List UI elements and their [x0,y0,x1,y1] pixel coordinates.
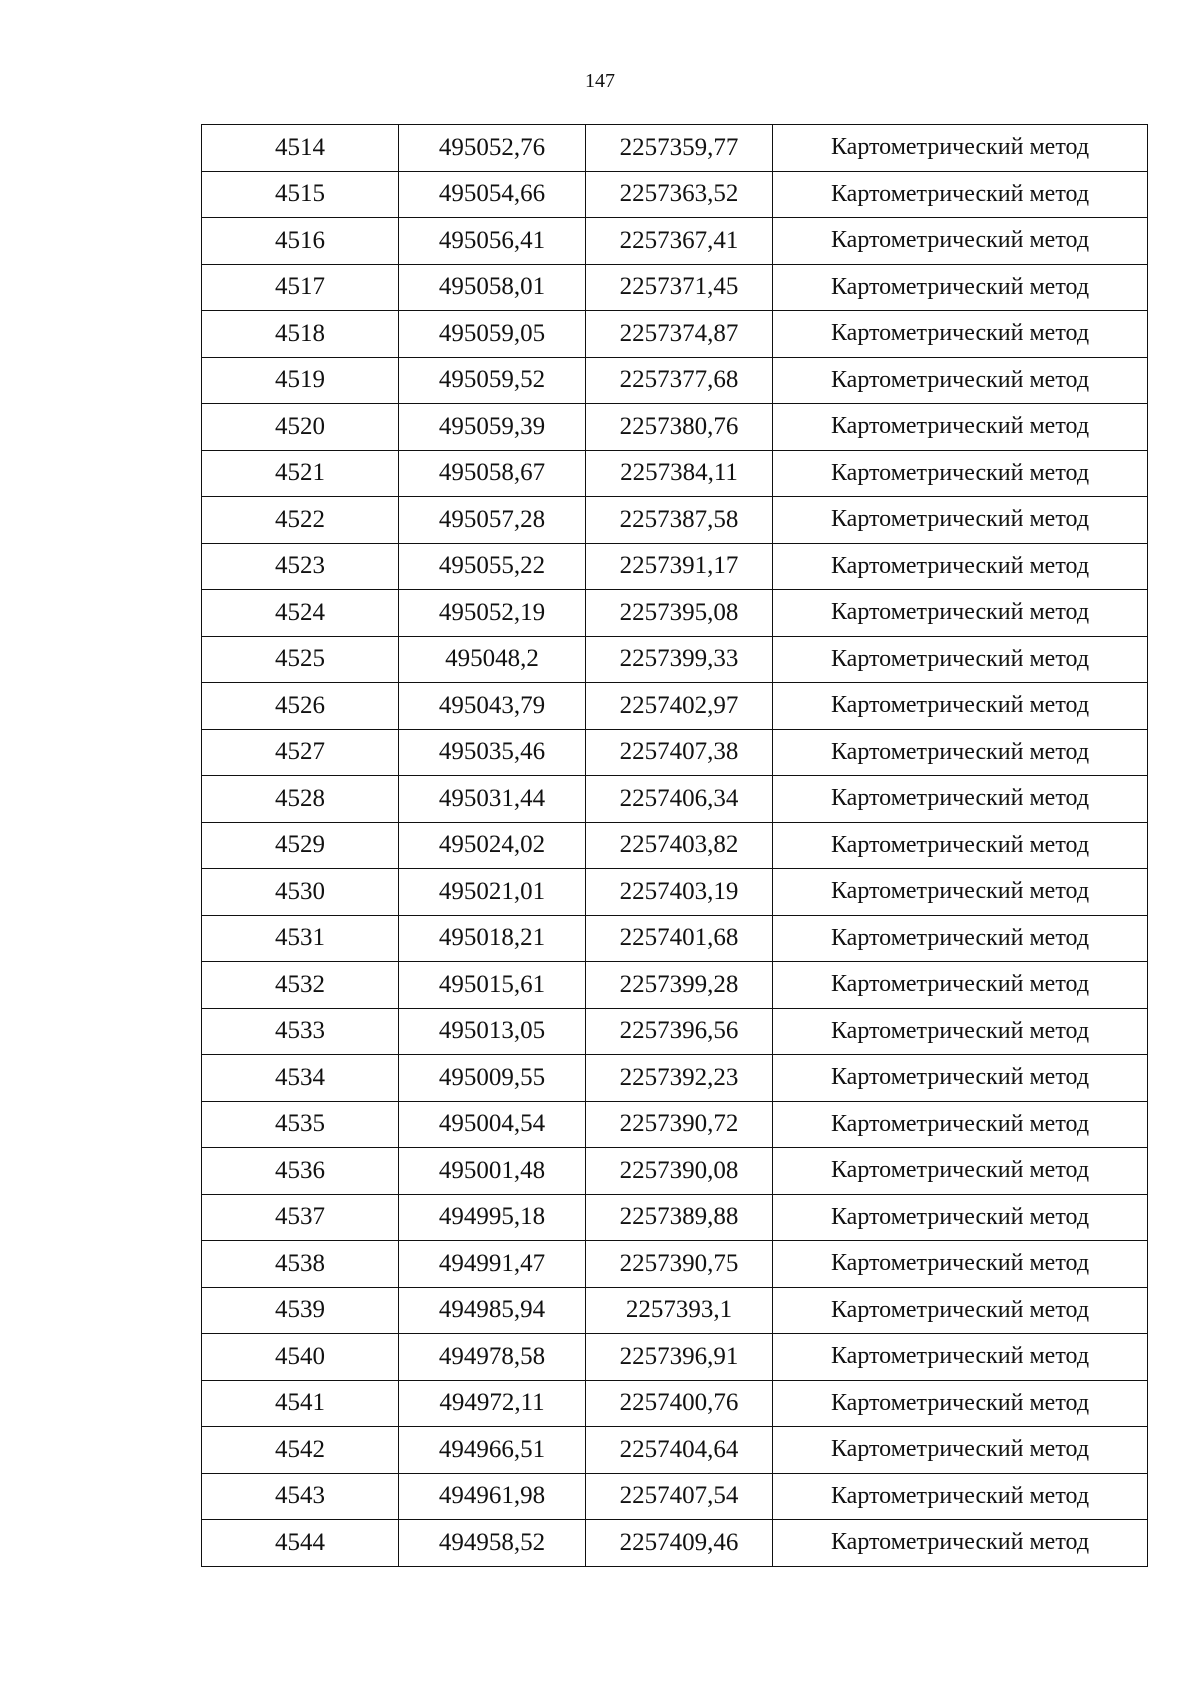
point-number-cell: 4543 [202,1473,399,1520]
method-cell: Картометрический метод [773,311,1148,358]
x-coordinate-cell: 495057,28 [399,497,586,544]
x-coordinate-cell: 495058,01 [399,264,586,311]
method-cell: Картометрический метод [773,404,1148,451]
table-row [202,311,1148,358]
point-number-cell: 4516 [202,218,399,265]
x-coordinate-cell: 494966,51 [399,1427,586,1474]
point-number-cell: 4540 [202,1334,399,1381]
method-cell: Картометрический метод [773,590,1148,637]
table-row [202,218,1148,265]
x-coordinate-cell: 495031,44 [399,776,586,823]
y-coordinate-cell: 2257409,46 [586,1520,773,1567]
y-coordinate-cell: 2257407,38 [586,729,773,776]
point-number-cell: 4517 [202,264,399,311]
table-row [202,171,1148,218]
point-number-cell: 4515 [202,171,399,218]
y-coordinate-cell: 2257399,28 [586,962,773,1009]
point-number-cell: 4532 [202,962,399,1009]
table-row [202,1241,1148,1288]
method-cell: Картометрический метод [773,1287,1148,1334]
method-cell: Картометрический метод [773,1148,1148,1195]
method-cell: Картометрический метод [773,357,1148,404]
table-row [202,1427,1148,1474]
table-row [202,1101,1148,1148]
point-number-cell: 4524 [202,590,399,637]
table-row [202,357,1148,404]
table-row [202,1520,1148,1567]
x-coordinate-cell: 494991,47 [399,1241,586,1288]
table-row [202,776,1148,823]
y-coordinate-cell: 2257374,87 [586,311,773,358]
y-coordinate-cell: 2257393,1 [586,1287,773,1334]
method-cell: Картометрический метод [773,1241,1148,1288]
y-coordinate-cell: 2257371,45 [586,264,773,311]
table-row [202,1148,1148,1195]
x-coordinate-cell: 495058,67 [399,450,586,497]
x-coordinate-cell: 495052,76 [399,125,586,172]
x-coordinate-cell: 495015,61 [399,962,586,1009]
table-row [202,1473,1148,1520]
table-row [202,264,1148,311]
method-cell: Картометрический метод [773,962,1148,1009]
y-coordinate-cell: 2257401,68 [586,915,773,962]
method-cell: Картометрический метод [773,497,1148,544]
method-cell: Картометрический метод [773,1473,1148,1520]
y-coordinate-cell: 2257389,88 [586,1194,773,1241]
point-number-cell: 4520 [202,404,399,451]
x-coordinate-cell: 494995,18 [399,1194,586,1241]
point-number-cell: 4535 [202,1101,399,1148]
method-cell: Картометрический метод [773,729,1148,776]
method-cell: Картометрический метод [773,543,1148,590]
method-cell: Картометрический метод [773,822,1148,869]
point-number-cell: 4542 [202,1427,399,1474]
point-number-cell: 4518 [202,311,399,358]
x-coordinate-cell: 494961,98 [399,1473,586,1520]
x-coordinate-cell: 495001,48 [399,1148,586,1195]
table-row [202,962,1148,1009]
table-row [202,1334,1148,1381]
table-row [202,1008,1148,1055]
point-number-cell: 4528 [202,776,399,823]
x-coordinate-cell: 495035,46 [399,729,586,776]
point-number-cell: 4522 [202,497,399,544]
y-coordinate-cell: 2257396,91 [586,1334,773,1381]
x-coordinate-cell: 495056,41 [399,218,586,265]
method-cell: Картометрический метод [773,1380,1148,1427]
x-coordinate-cell: 494958,52 [399,1520,586,1567]
method-cell: Картометрический метод [773,683,1148,730]
method-cell: Картометрический метод [773,1101,1148,1148]
point-number-cell: 4539 [202,1287,399,1334]
point-number-cell: 4534 [202,1055,399,1102]
point-number-cell: 4525 [202,636,399,683]
method-cell: Картометрический метод [773,636,1148,683]
y-coordinate-cell: 2257377,68 [586,357,773,404]
point-number-cell: 4514 [202,125,399,172]
x-coordinate-cell: 495055,22 [399,543,586,590]
method-cell: Картометрический метод [773,1520,1148,1567]
y-coordinate-cell: 2257363,52 [586,171,773,218]
point-number-cell: 4521 [202,450,399,497]
method-cell: Картометрический метод [773,171,1148,218]
table-row [202,1380,1148,1427]
y-coordinate-cell: 2257396,56 [586,1008,773,1055]
point-number-cell: 4523 [202,543,399,590]
y-coordinate-cell: 2257392,23 [586,1055,773,1102]
y-coordinate-cell: 2257406,34 [586,776,773,823]
method-cell: Картометрический метод [773,125,1148,172]
x-coordinate-cell: 495048,2 [399,636,586,683]
y-coordinate-cell: 2257390,72 [586,1101,773,1148]
method-cell: Картометрический метод [773,218,1148,265]
point-number-cell: 4541 [202,1380,399,1427]
point-number-cell: 4536 [202,1148,399,1195]
table-row [202,1055,1148,1102]
point-number-cell: 4529 [202,822,399,869]
table-row [202,125,1148,172]
x-coordinate-cell: 495059,05 [399,311,586,358]
method-cell: Картометрический метод [773,264,1148,311]
table-row [202,450,1148,497]
point-number-cell: 4530 [202,869,399,916]
y-coordinate-cell: 2257403,19 [586,869,773,916]
y-coordinate-cell: 2257390,08 [586,1148,773,1195]
x-coordinate-cell: 495043,79 [399,683,586,730]
point-number-cell: 4538 [202,1241,399,1288]
method-cell: Картометрический метод [773,869,1148,916]
y-coordinate-cell: 2257403,82 [586,822,773,869]
point-number-cell: 4531 [202,915,399,962]
page-number: 147 [585,70,615,92]
x-coordinate-cell: 495059,52 [399,357,586,404]
point-number-cell: 4519 [202,357,399,404]
x-coordinate-cell: 494972,11 [399,1380,586,1427]
x-coordinate-cell: 494978,58 [399,1334,586,1381]
y-coordinate-cell: 2257404,64 [586,1427,773,1474]
table-row [202,869,1148,916]
point-number-cell: 4527 [202,729,399,776]
x-coordinate-cell: 495013,05 [399,1008,586,1055]
method-cell: Картометрический метод [773,776,1148,823]
x-coordinate-cell: 495052,19 [399,590,586,637]
x-coordinate-cell: 495018,21 [399,915,586,962]
y-coordinate-cell: 2257399,33 [586,636,773,683]
y-coordinate-cell: 2257380,76 [586,404,773,451]
y-coordinate-cell: 2257407,54 [586,1473,773,1520]
table-row [202,822,1148,869]
point-number-cell: 4544 [202,1520,399,1567]
y-coordinate-cell: 2257395,08 [586,590,773,637]
table-row [202,543,1148,590]
x-coordinate-cell: 495021,01 [399,869,586,916]
x-coordinate-cell: 495054,66 [399,171,586,218]
table-row [202,497,1148,544]
method-cell: Картометрический метод [773,1055,1148,1102]
coordinates-table-body [202,125,1148,1567]
y-coordinate-cell: 2257402,97 [586,683,773,730]
table-row [202,636,1148,683]
y-coordinate-cell: 2257384,11 [586,450,773,497]
x-coordinate-cell: 495009,55 [399,1055,586,1102]
y-coordinate-cell: 2257387,58 [586,497,773,544]
table-row [202,1287,1148,1334]
table-row [202,404,1148,451]
point-number-cell: 4537 [202,1194,399,1241]
y-coordinate-cell: 2257400,76 [586,1380,773,1427]
point-number-cell: 4533 [202,1008,399,1055]
table-row [202,683,1148,730]
x-coordinate-cell: 495004,54 [399,1101,586,1148]
method-cell: Картометрический метод [773,915,1148,962]
y-coordinate-cell: 2257391,17 [586,543,773,590]
table-row [202,915,1148,962]
y-coordinate-cell: 2257367,41 [586,218,773,265]
coordinates-table [201,124,1148,1567]
method-cell: Картометрический метод [773,1008,1148,1055]
y-coordinate-cell: 2257390,75 [586,1241,773,1288]
method-cell: Картометрический метод [773,1334,1148,1381]
method-cell: Картометрический метод [773,1427,1148,1474]
point-number-cell: 4526 [202,683,399,730]
method-cell: Картометрический метод [773,450,1148,497]
table-row [202,590,1148,637]
x-coordinate-cell: 495024,02 [399,822,586,869]
y-coordinate-cell: 2257359,77 [586,125,773,172]
method-cell: Картометрический метод [773,1194,1148,1241]
x-coordinate-cell: 494985,94 [399,1287,586,1334]
table-row [202,729,1148,776]
table-row [202,1194,1148,1241]
x-coordinate-cell: 495059,39 [399,404,586,451]
